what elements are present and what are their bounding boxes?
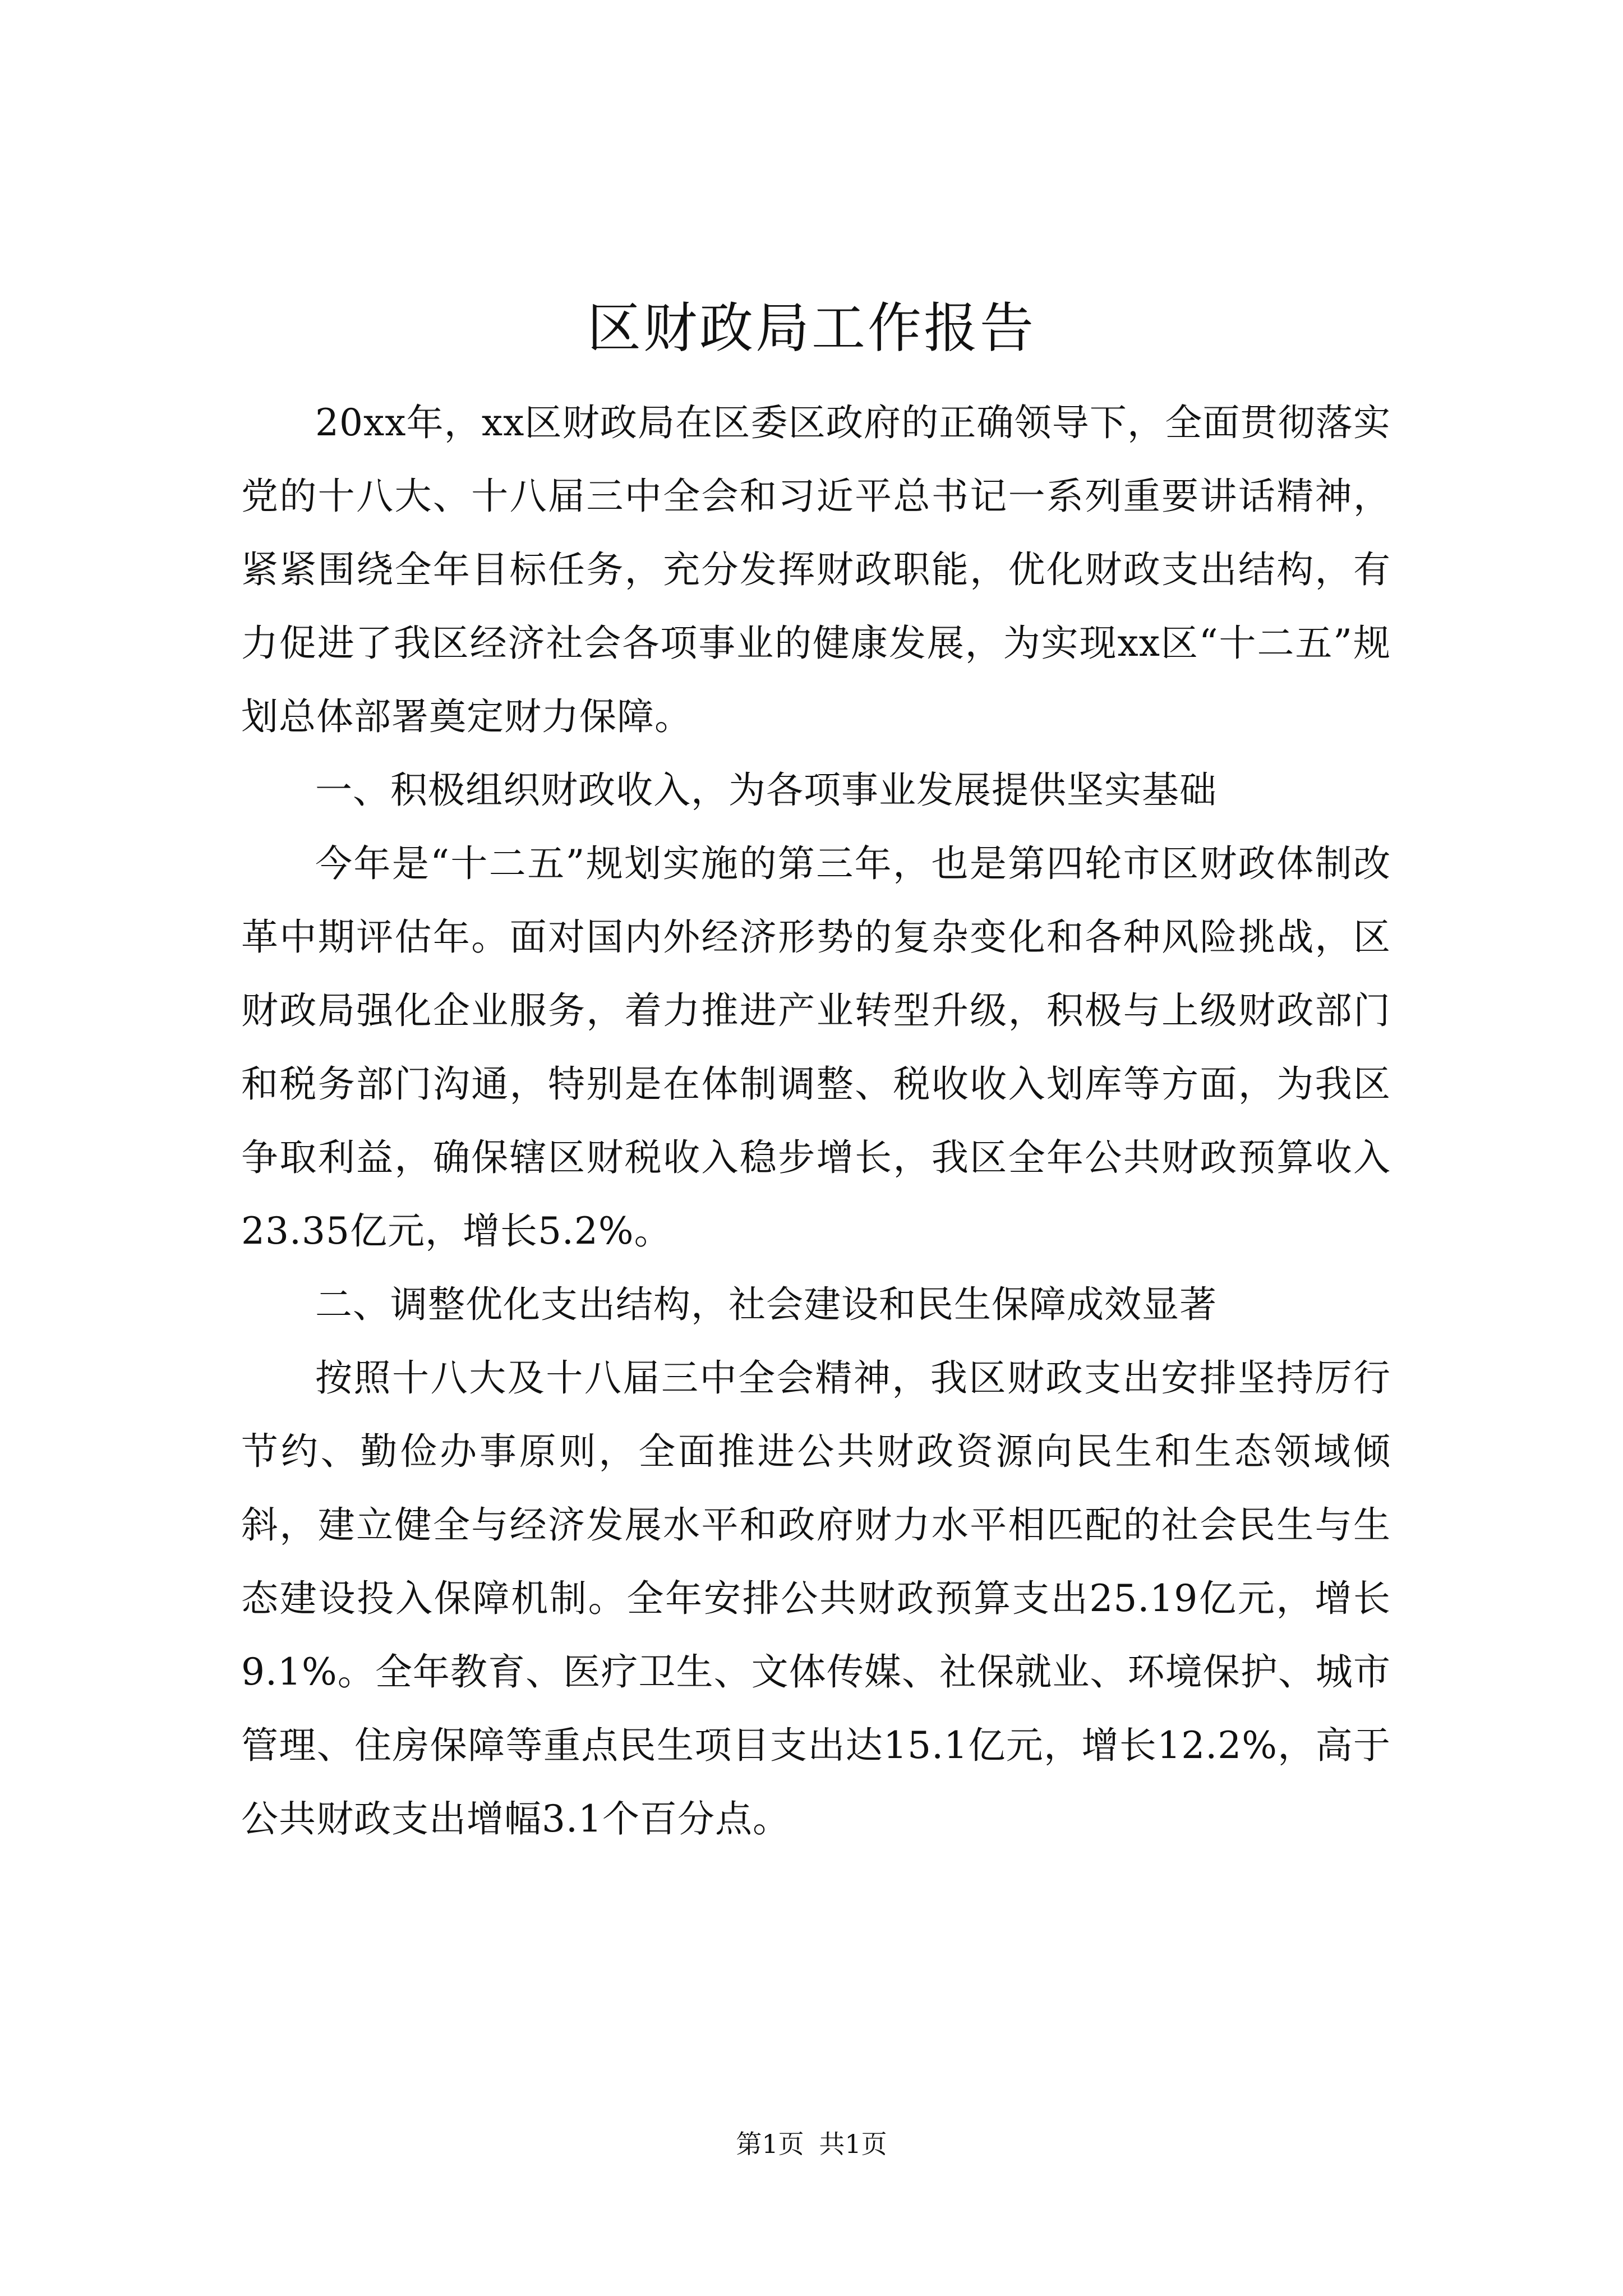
- section-heading-1: 一、积极组织财政收入，为各项事业发展提供坚实基础: [315, 769, 1217, 812]
- page-footer: [0, 2127, 1623, 2161]
- intro-paragraph: 20xx年，xx区财政局在区委区政府的正确领导下，全面贯彻落实党的十八大、十八届三中全会和习近平总书记一系列重要讲话精神，紧紧围绕全年目标任务，充分发挥财政职能，优化财政支出结构，有力促进了我区经济社会各项事业的健康发展，为实现xx区“十二五”规划总体部署奠定财力保障。: [241, 401, 1391, 738]
- page-number: 第1页: [736, 2129, 804, 2159]
- section-2-paragraph: 按照十八大及十八届三中全会精神，我区财政支出安排坚持厉行节约、勤俭办事原则，全面推进公共财政资源向民生和生态领域倾斜，建立健全与经济发展水平和政府财力水平相匹配的社会民生与生态建设投入保障机制。全年安排公共财政预算支出25.19亿元，增长9.1%。全年教育、医疗卫生、文体传媒、社保就业、环境保护、城市管理、住房保障等重点民生项目支出达15.1亿元，增长12.2%，高于公共财政支出增幅3.1个百分点。: [241, 1356, 1391, 1841]
- section-1-paragraph: 今年是“十二五”规划实施的第三年，也是第四轮市区财政体制改革中期评估年。面对国内外经济形势的复杂变化和各种风险挑战，区财政局强化企业服务，着力推进产业转型升级，积极与上级财政部门和税务部门沟通，特别是在体制调整、税收收入划库等方面，为我区争取利益，确保辖区财税收入稳步增长，我区全年公共财政预算收入23.35亿元，增长5.2%。: [241, 842, 1391, 1253]
- section-heading-2: 二、调整优化支出结构，社会建设和民生保障成效显著: [315, 1283, 1217, 1326]
- page-total: 共1页: [819, 2129, 887, 2159]
- document-body: [241, 386, 1391, 1856]
- document-title: 区财政局工作报告: [587, 297, 1036, 360]
